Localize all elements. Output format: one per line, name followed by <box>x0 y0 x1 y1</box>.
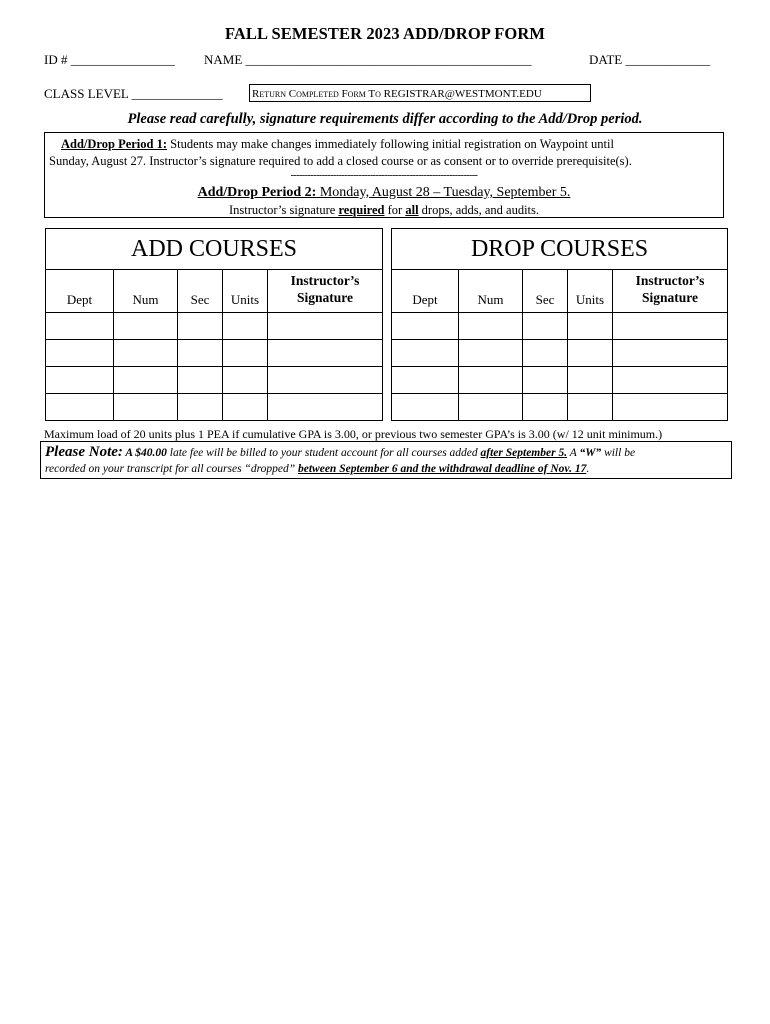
add-sec-cell[interactable] <box>178 394 223 421</box>
drop-sec-cell[interactable] <box>523 394 568 421</box>
drop-num-cell[interactable] <box>459 313 523 340</box>
drop-col-dept: Dept <box>392 270 459 313</box>
drop-col-units: Units <box>568 270 613 313</box>
table-row <box>392 367 728 394</box>
form-title: FALL SEMESTER 2023 ADD/DROP FORM <box>224 24 546 43</box>
add-num-cell[interactable] <box>114 367 178 394</box>
period2-label: Add/Drop Period 2: <box>197 185 317 200</box>
table-row <box>46 340 383 367</box>
class-level-field[interactable]: CLASS LEVEL ______________ <box>44 86 223 101</box>
add-signature-cell[interactable] <box>268 394 383 421</box>
period2-required: required <box>338 203 385 217</box>
add-num-cell[interactable] <box>114 313 178 340</box>
add-signature-cell[interactable] <box>268 313 383 340</box>
drop-num-cell[interactable] <box>459 340 523 367</box>
drop-signature-cell[interactable] <box>613 340 728 367</box>
add-sig-line1: Instructor’s <box>290 273 360 288</box>
note-after: after September 5. <box>480 447 568 459</box>
drop-courses-table <box>391 228 728 421</box>
add-dept-cell[interactable] <box>46 340 114 367</box>
add-dept-cell[interactable] <box>46 394 114 421</box>
add-signature-cell[interactable] <box>268 340 383 367</box>
period2-line <box>45 185 723 201</box>
drop-units-cell[interactable] <box>568 340 613 367</box>
drop-signature-cell[interactable] <box>613 367 728 394</box>
drop-sig-line1: Instructor’s <box>635 273 705 288</box>
add-sec-cell[interactable] <box>178 313 223 340</box>
add-col-units: Units <box>223 270 268 313</box>
note-line2-a: recorded on your transcript for all courses “dropped” <box>45 463 298 475</box>
drop-signature-cell[interactable] <box>613 394 728 421</box>
drop-num-cell[interactable] <box>459 367 523 394</box>
add-units-cell[interactable] <box>223 313 268 340</box>
drop-dept-cell[interactable] <box>392 313 459 340</box>
period1-line1 <box>61 137 614 152</box>
add-col-sec: Sec <box>178 270 223 313</box>
late-fee-note-box <box>40 441 732 479</box>
table-row <box>46 313 383 340</box>
add-col-num: Num <box>114 270 178 313</box>
drop-sec-cell[interactable] <box>523 367 568 394</box>
date-field[interactable]: DATE _____________ <box>589 52 710 67</box>
add-courses-title: ADD COURSES <box>46 229 383 270</box>
add-units-cell[interactable] <box>223 394 268 421</box>
note-label: Please Note: <box>45 444 123 460</box>
drop-col-sec: Sec <box>523 270 568 313</box>
registrar-email: REGISTRAR@WESTMONT.EDU <box>383 88 542 100</box>
add-dept-cell[interactable] <box>46 367 114 394</box>
period2-sub-c: drops, adds, and audits. <box>418 203 540 217</box>
divider: ------------------------------------------------------------------ <box>290 170 478 181</box>
drop-dept-cell[interactable] <box>392 394 459 421</box>
drop-courses-title: DROP COURSES <box>392 229 728 270</box>
add-sec-cell[interactable] <box>178 340 223 367</box>
table-row <box>392 340 728 367</box>
note-between: between September 6 and the withdrawal deadline of Nov. 17 <box>298 463 587 475</box>
drop-col-signature <box>613 270 728 313</box>
note-w: “W” <box>579 447 602 459</box>
note-line2 <box>45 463 589 475</box>
add-signature-cell[interactable] <box>268 367 383 394</box>
id-field[interactable]: ID # ________________ <box>44 52 175 67</box>
return-instructions <box>249 84 591 102</box>
add-sec-cell[interactable] <box>178 367 223 394</box>
add-units-cell[interactable] <box>223 340 268 367</box>
add-courses-table <box>45 228 383 421</box>
add-col-signature <box>268 270 383 313</box>
add-col-dept: Dept <box>46 270 114 313</box>
period2-sub-b: for <box>384 203 406 217</box>
period1-line2: Sunday, August 27. Instructor’s signature required to add a closed course or as consent or to override prerequisite(s). <box>49 154 632 168</box>
table-row <box>392 394 728 421</box>
return-text: eturn Completed Form To <box>259 88 384 100</box>
note-line2-end: . <box>586 463 590 475</box>
note-text-a: late fee will be billed to your student account for all courses added <box>166 447 481 459</box>
drop-units-cell[interactable] <box>568 313 613 340</box>
period1-label: Add/Drop Period 1: <box>61 137 168 151</box>
careful-notice: Please read carefully, signature requirements differ according to the Add/Drop period. <box>127 111 643 127</box>
drop-sec-cell[interactable] <box>523 340 568 367</box>
drop-num-cell[interactable] <box>459 394 523 421</box>
drop-sec-cell[interactable] <box>523 313 568 340</box>
drop-sig-line2: Signature <box>642 290 699 305</box>
name-field[interactable]: NAME ____________________________________________ <box>204 52 532 67</box>
drop-units-cell[interactable] <box>568 367 613 394</box>
drop-signature-cell[interactable] <box>613 313 728 340</box>
table-row <box>392 313 728 340</box>
add-dept-cell[interactable] <box>46 313 114 340</box>
drop-units-cell[interactable] <box>568 394 613 421</box>
note-line1 <box>45 444 635 461</box>
add-units-cell[interactable] <box>223 367 268 394</box>
max-load-note: Maximum load of 20 units plus 1 PEA if cumulative GPA is 3.00, or previous two semester GPA’s is 3.00 (w/ 12 unit minimum.) <box>44 427 663 441</box>
add-num-cell[interactable] <box>114 340 178 367</box>
drop-col-num: Num <box>459 270 523 313</box>
add-num-cell[interactable] <box>114 394 178 421</box>
return-prefix: R <box>252 88 260 100</box>
period2-all: all <box>405 203 419 217</box>
period1-text1: Students may make changes immediately following initial registration on Waypoint until <box>167 137 614 151</box>
table-row <box>46 367 383 394</box>
period2-text: Monday, August 28 – Tuesday, September 5. <box>316 185 571 200</box>
drop-dept-cell[interactable] <box>392 367 459 394</box>
note-fee: A $40.00 <box>122 447 167 459</box>
period2-sub-a: Instructor’s signature <box>228 203 339 217</box>
period-info-box <box>44 132 724 218</box>
drop-dept-cell[interactable] <box>392 340 459 367</box>
note-text-c: will be <box>601 447 636 459</box>
add-sig-line2: Signature <box>296 290 353 305</box>
table-row <box>46 394 383 421</box>
period2-sub <box>45 203 723 218</box>
note-text-b: A <box>567 447 580 459</box>
